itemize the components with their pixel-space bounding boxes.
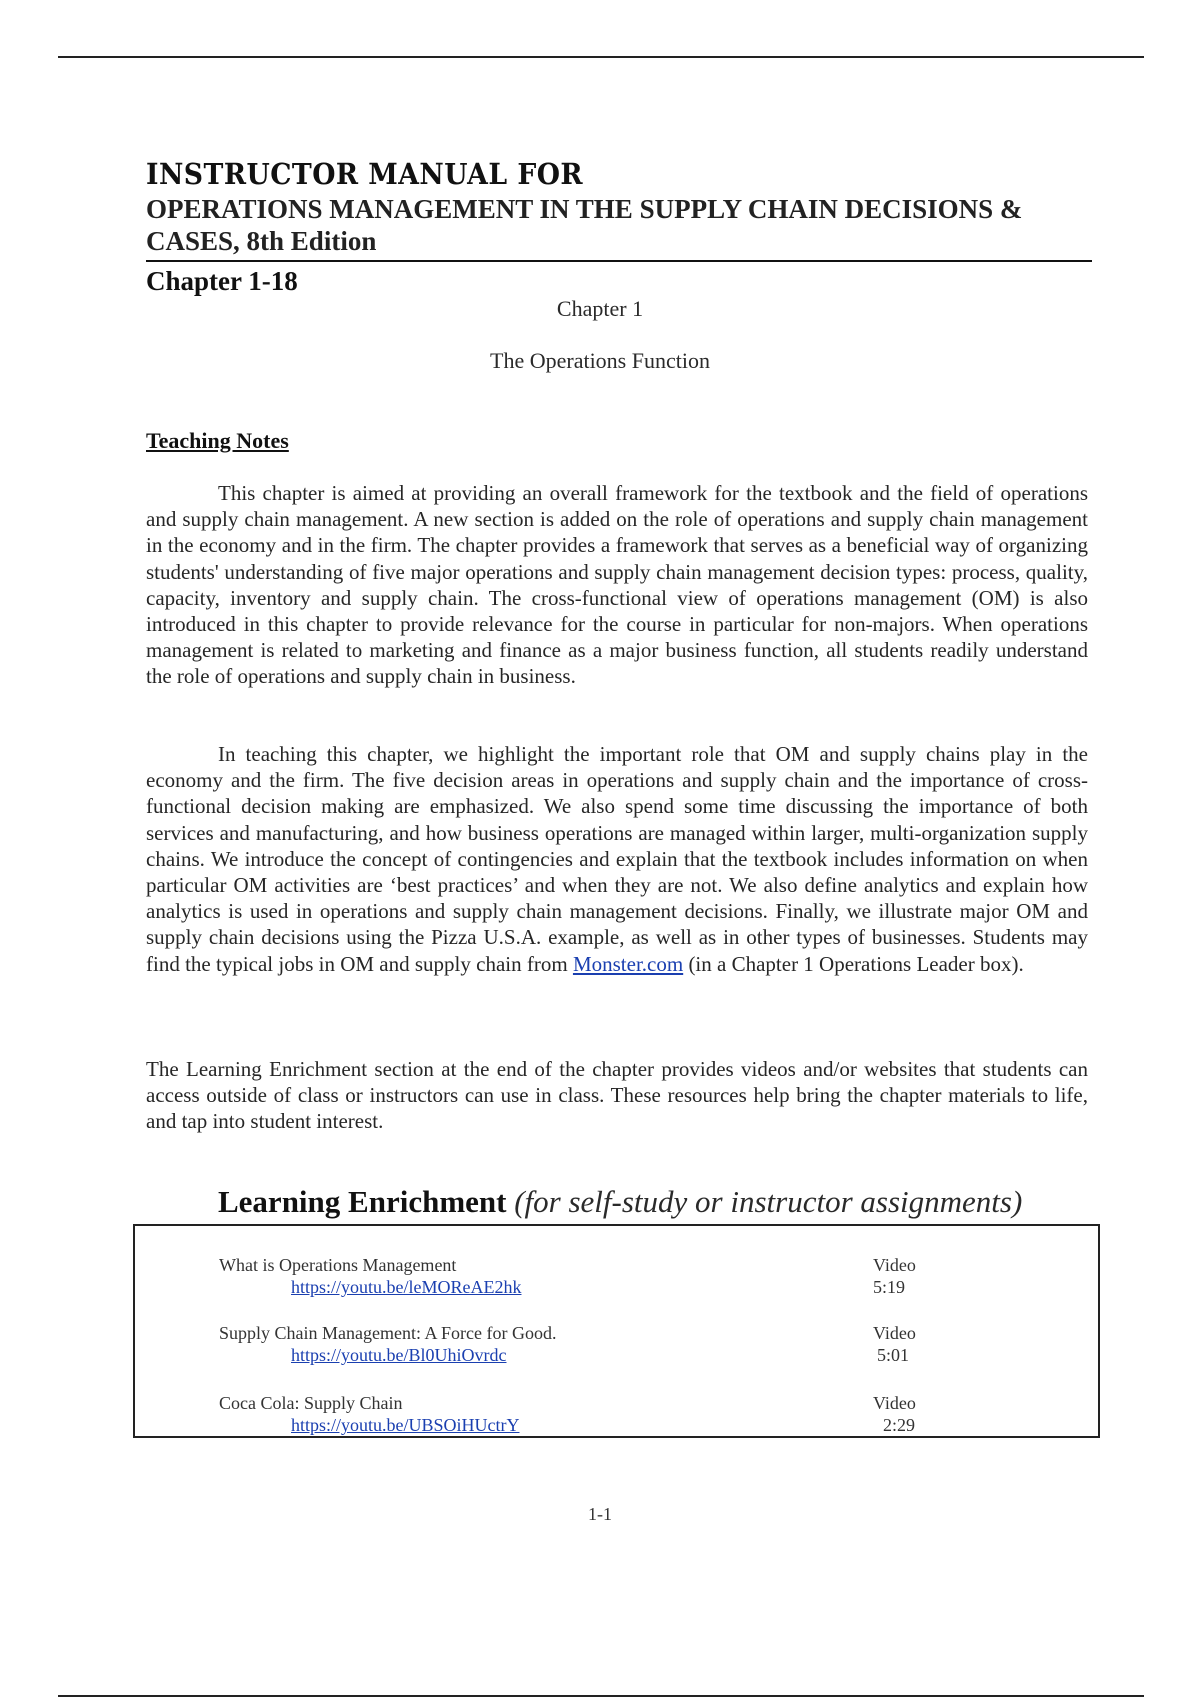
- resource-link[interactable]: https://youtu.be/leMOReAE2hk: [291, 1277, 522, 1297]
- resource-title: Supply Chain Management: A Force for Good.: [219, 1323, 557, 1343]
- resource-item: [219, 1322, 1079, 1368]
- teaching-notes-heading: Teaching Notes: [146, 428, 289, 453]
- monster-com-link[interactable]: Monster.com: [572, 951, 684, 976]
- top-rule: [58, 56, 1144, 58]
- resource-type: Video: [873, 1323, 916, 1343]
- learning-enrichment-box: [133, 1224, 1100, 1438]
- teaching-notes-paragraph-3: The Learning Enrichment section at the end of the chapter provides videos and/or websites that students can access outside of class or instructors can use in class. These resources help bring the chapter materials to life, and tap into student interest.: [146, 1057, 1088, 1134]
- page-number: 1-1: [588, 1504, 612, 1524]
- learning-enrichment-heading: [218, 1184, 1022, 1220]
- paragraph-2-text-start: In teaching this chapter, we highlight the important role that OM and supply chains play in the economy and the firm. The five decision areas in operations and supply chain and the importance of cross-functional decision making are emphasized. We also spend some time discussing the importance of both services and manufacturing, and how business operations are managed within larger, multi-organization supply chains. We introduce the concept of contingencies and explain that the textbook includes information on when particular OM activities are ‘best practices’ and when they are not. We also define analytics and explain how analytics is used in operations and supply chain management decisions. Finally, we illustrate major OM and supply chain decisions using the Pizza U.S.A. example, as well as in other types of businesses. Students may find the typical jobs in OM and supply chain from: [146, 742, 1088, 976]
- resource-duration: 5:01: [877, 1345, 910, 1365]
- resource-link[interactable]: https://youtu.be/Bl0UhiOvrdc: [291, 1345, 507, 1365]
- paragraph-2-text-end: (in a Chapter 1 Operations Leader box).: [683, 951, 1024, 976]
- title-block: [146, 156, 1092, 298]
- resource-title: What is Operations Management: [219, 1255, 457, 1275]
- resource-title: Coca Cola: Supply Chain: [219, 1393, 403, 1413]
- manual-title: INSTRUCTOR MANUAL FOR: [146, 157, 584, 191]
- book-title: OPERATIONS MANAGEMENT IN THE SUPPLY CHAIN DECISIONS & CASES, 8th Edition: [146, 194, 1023, 256]
- chapter-title: The Operations Function: [490, 348, 710, 373]
- resource-type: Video: [873, 1255, 916, 1275]
- resource-item: [219, 1254, 1079, 1300]
- title-divider: [146, 260, 1092, 262]
- learning-enrichment-title: Learning Enrichment: [218, 1184, 507, 1219]
- teaching-notes-paragraph-1: This chapter is aimed at providing an overall framework for the textbook and the field of operations and supply chain management. A new section is added on the role of operations and supply chain management in the economy and in the firm. The chapter provides a framework that serves as a beneficial way of organizing students' understanding of five major operations and supply chain management decision types: process, quality, capacity, inventory and supply chain. The cross-functional view of operations management (OM) is also introduced in this chapter to provide relevance for the course in particular for non-majors. When operations management is related to marketing and finance as a major business function, all students readily understand the role of operations and supply chain in business.: [146, 481, 1088, 689]
- teaching-notes-paragraph-2: [146, 741, 1088, 977]
- resource-item: [219, 1392, 1079, 1438]
- resource-link[interactable]: https://youtu.be/UBSOiHUctrY: [291, 1415, 520, 1435]
- chapter-range: Chapter 1-18: [146, 266, 298, 296]
- chapter-number-label: Chapter 1: [556, 296, 644, 321]
- resource-type: Video: [873, 1393, 916, 1413]
- resource-duration: 2:29: [883, 1415, 916, 1435]
- bottom-rule: [58, 1695, 1144, 1697]
- learning-enrichment-subtitle: (for self-study or instructor assignments): [514, 1184, 1023, 1219]
- resource-duration: 5:19: [873, 1277, 906, 1297]
